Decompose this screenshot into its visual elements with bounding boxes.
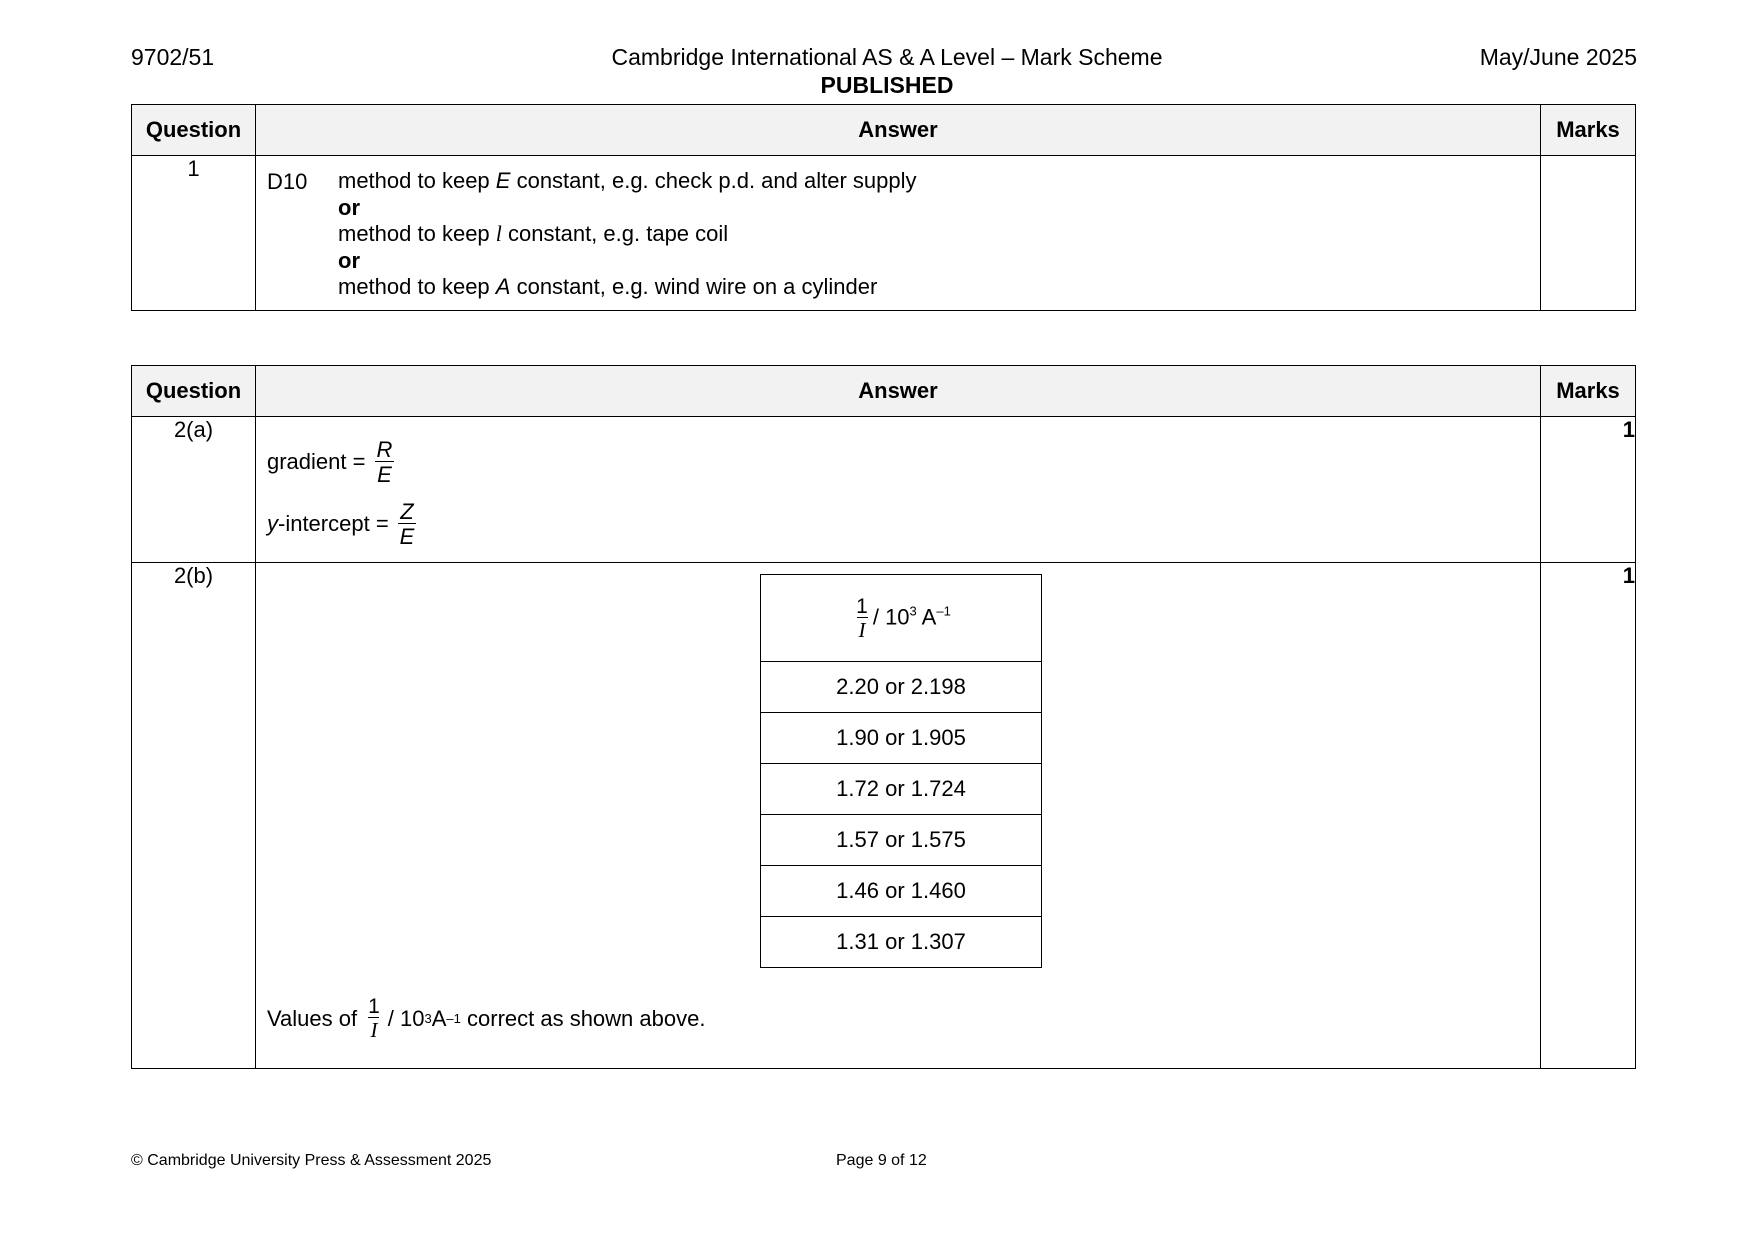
table-header-row <box>132 105 1636 156</box>
marks-header: Marks <box>1541 105 1636 156</box>
page-number: Page 9 of 12 <box>836 1152 927 1169</box>
answer-line: method to keep E constant, e.g. check p.d. and alter supply <box>338 168 917 193</box>
mark-scheme-table-q1 <box>131 104 1636 311</box>
table-row <box>132 417 1636 563</box>
marks-header: Marks <box>1541 366 1636 417</box>
table-cell: 1.72 or 1.724 <box>761 764 1042 815</box>
marks-cell: 1 <box>1541 417 1636 563</box>
or-separator: or <box>338 194 360 220</box>
table-cell: 1.31 or 1.307 <box>761 917 1042 968</box>
answer-line: method to keep l constant, e.g. tape coil <box>338 221 729 246</box>
answer-cell <box>256 563 1541 1069</box>
fraction: $\frac{Z}{E}$ <box>399 498 415 549</box>
or-separator: or <box>338 247 360 273</box>
question-number: 1 <box>132 156 256 311</box>
marks-cell <box>1541 156 1636 311</box>
fraction: $\frac{1}{I}$ <box>368 995 380 1042</box>
paper-code: 9702/51 <box>131 44 215 70</box>
marking-point-lines <box>338 168 917 301</box>
document-title: Cambridge International AS & A Level – Mark Scheme <box>611 44 1163 70</box>
fraction: $\frac{R}{E}$ <box>376 436 393 487</box>
answer-header: Answer <box>256 366 1541 417</box>
question-header: Question <box>132 366 256 417</box>
answer-cell <box>256 156 1541 311</box>
table-cell: 1.57 or 1.575 <box>761 815 1042 866</box>
table-cell: 2.20 or 2.198 <box>761 662 1042 713</box>
answer-line: method to keep A constant, e.g. wind wire on a cylinder <box>338 274 878 299</box>
answer-header: Answer <box>256 105 1541 156</box>
intercept-expression: y -intercept = $\frac{Z}{E}$ <box>267 498 415 549</box>
table-header-row <box>132 366 1636 417</box>
values-table <box>760 574 1042 968</box>
marks-cell: 1 <box>1541 563 1636 1069</box>
exam-session: May/June 2025 <box>1479 44 1637 70</box>
gradient-expression: gradient = $\frac{R}{E}$ <box>267 436 393 487</box>
table-row <box>132 156 1636 311</box>
table-row <box>132 563 1636 1069</box>
answer-cell <box>256 417 1541 563</box>
values-note: Values of $\frac{1}{I}$ / 10 3 A –1 correct as shown above. <box>267 995 706 1042</box>
fraction: $\frac{1}{I}$ <box>856 594 868 642</box>
question-number: 2(a) <box>132 417 256 563</box>
table-cell: 1.46 or 1.460 <box>761 866 1042 917</box>
document-subtitle: PUBLISHED <box>820 72 954 98</box>
table-cell: 1.90 or 1.905 <box>761 713 1042 764</box>
question-header: Question <box>132 105 256 156</box>
question-number: 2(b) <box>132 563 256 1069</box>
values-table-header: $\frac{1}{I}$ / $10^3$ $A^{-1}$ <box>761 575 1042 662</box>
marking-point-code: D10 <box>267 169 308 194</box>
copyright-notice: © Cambridge University Press & Assessment 2025 <box>131 1152 492 1169</box>
mark-scheme-table-q2 <box>131 365 1636 1069</box>
